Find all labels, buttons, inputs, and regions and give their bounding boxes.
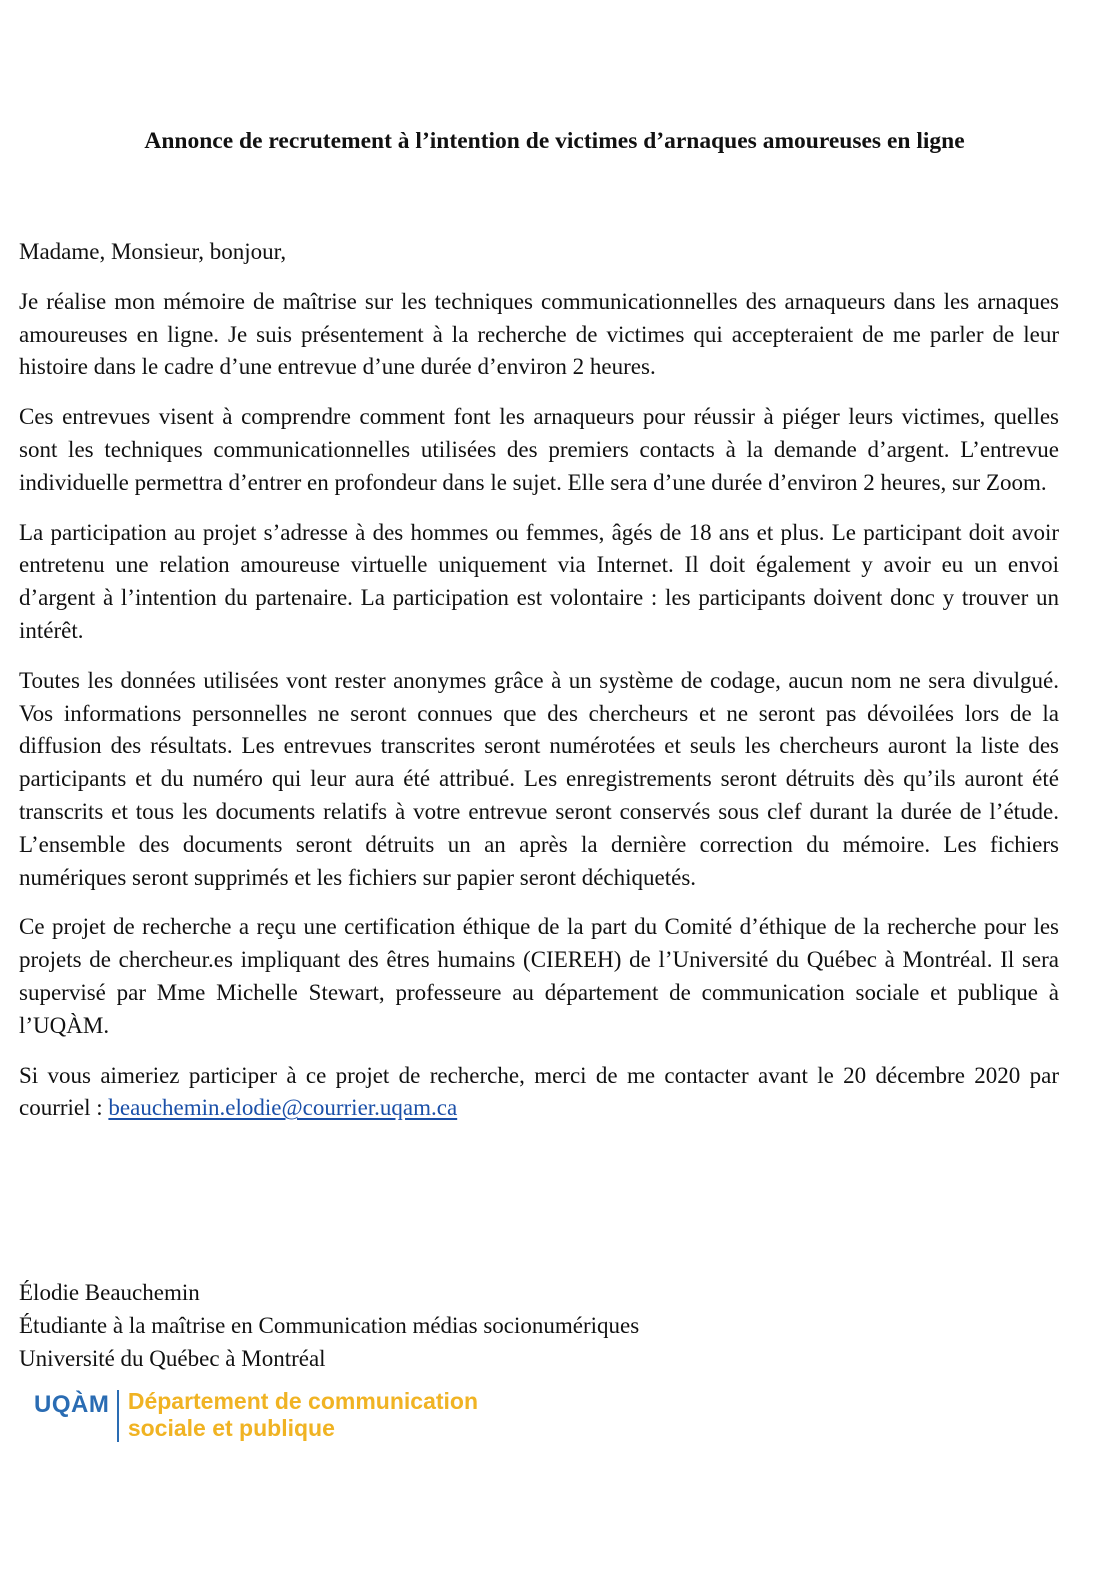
letter-body bbox=[19, 236, 1059, 1142]
department-name bbox=[128, 1388, 478, 1442]
paragraph-thesis-intro: Je réalise mon mémoire de maîtrise sur les techniques communicationnelles des arnaqueurs dans les arnaques amoureuses en ligne. Je suis présentement à la recherche de victimes qui accepteraient de me parler de leur histoire dans le cadre d’une entrevue d’une durée d’environ 2 heures. bbox=[19, 288, 1059, 380]
greeting: Madame, Monsieur, bonjour, bbox=[19, 239, 287, 264]
uqam-logo-text: UQÀM bbox=[34, 1391, 110, 1418]
signature-block bbox=[19, 1276, 639, 1375]
contact-text: Si vous aimeriez participer à ce projet de recherche, merci de me contacter avant le 20 décembre 2020 par courriel : bbox=[19, 1062, 1059, 1121]
paragraph-confidentiality: Toutes les données utilisées vont rester anonymes grâce à un système de codage, aucun nom ne sera divulgué. Vos informations personnelles ne seront connues que des chercheurs et ne seront pas dévoilées lors de la diffusion des résultats. Les entrevues transcrites seront numérotées et seuls les chercheurs auront la liste des participants et du numéro qui leur aura été attribué. Les enregistrements seront détruits dès qu’ils auront été transcrits et tous les documents relatifs à votre entrevue seront conservés sous clef durant la durée de l’étude. L’ensemble des documents seront détruits un an après la dernière correction du mémoire. Les fichiers numériques seront supprimés et les fichiers sur papier seront déchiquetés. bbox=[19, 667, 1059, 890]
document-title: Annonce de recrutement à l’intention de victimes d’arnaques amoureuses en ligne bbox=[144, 128, 965, 154]
signature-role: Étudiante à la maîtrise en Communication médias socionumériques bbox=[19, 1313, 640, 1338]
signature-name: Élodie Beauchemin bbox=[19, 1280, 200, 1305]
paragraph-interview-goals: Ces entrevues visent à comprendre comment font les arnaqueurs pour réussir à piéger leurs victimes, quelles sont les techniques communicationnelles utilisées des premiers contacts à la demande d’argent. L’entrevue individuelle permettra d’entrer en profondeur dans le sujet. Elle sera d’une durée d’environ 2 heures, sur Zoom. bbox=[19, 404, 1059, 495]
department-name-line-2: sociale et publique bbox=[127, 1415, 335, 1441]
paragraph-participation-criteria: La participation au projet s’adresse à des hommes ou femmes, âgés de 18 ans et plus. Le participant doit avoir entretenu une relation amoureuse virtuelle uniquement via Internet. Il doit également y avoir eu un envoi d’argent à l’intention du partenaire. La participation est volontaire : les participants doivent donc y trouver un intérêt. bbox=[19, 519, 1059, 643]
uqam-department-logo bbox=[34, 1388, 478, 1444]
contact-email-link[interactable]: beauchemin.elodie@courrier.uqam.ca bbox=[108, 1095, 458, 1121]
logo-divider bbox=[117, 1390, 119, 1442]
signature-institution: Université du Québec à Montréal bbox=[19, 1346, 326, 1371]
department-name-line-1: Département de communication bbox=[127, 1388, 479, 1414]
paragraph-ethics: Ce projet de recherche a reçu une certification éthique de la part du Comité d’éthique de la recherche pour les projets de chercheur.es impliquant des êtres humains (CIEREH) de l’Université du Québec à Montréal. Il sera supervisé par Mme Michelle Stewart, professeure au département de communication sociale et publique à l’UQÀM. bbox=[19, 914, 1059, 1038]
paragraph-contact bbox=[19, 1060, 1059, 1126]
